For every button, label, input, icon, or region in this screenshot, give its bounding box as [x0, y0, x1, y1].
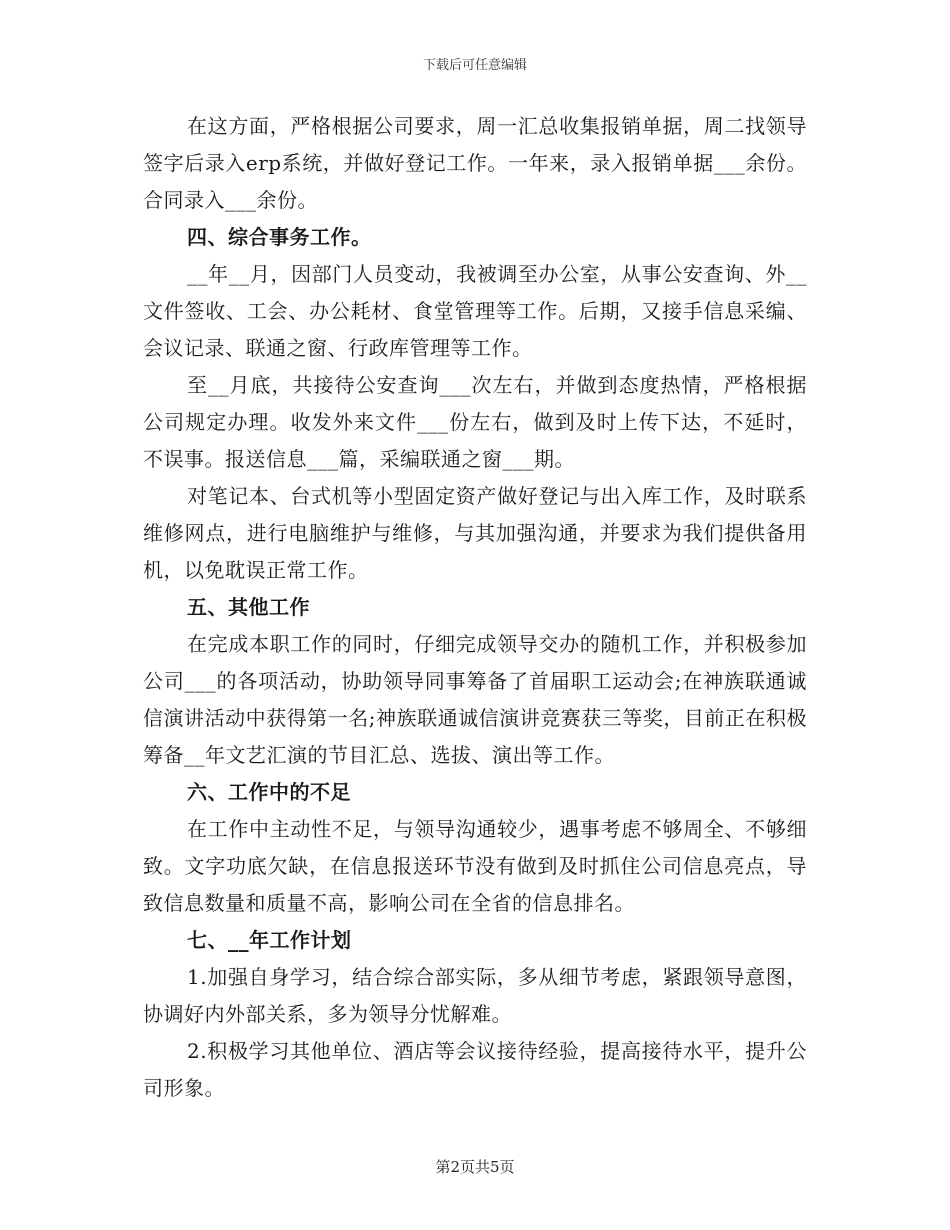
paragraph-activities: 在完成本职工作的同时，仔细完成领导交办的随机工作，并积极参加公司___的各项活动，协助领导同事筹备了首届职工运动会;在神族联通诚信演讲活动中获得第一名;神族联通诚信演讲竞赛获三等奖，目前正在积极筹备__年文艺汇演的节目汇总、选拔、演出等工作。 — [143, 632, 807, 767]
paragraph-plan-item-2: 2.积极学习其他单位、酒店等会议接待经验，提高接待水平，提升公司形象。 — [143, 1039, 807, 1100]
section-heading-shortcomings: 六、工作中的不足 — [187, 780, 351, 804]
paragraph-reimbursement: 在这方面，严格根据公司要求，周一汇总收集报销单据，周二找领导签字后录入erp系统，并做好登记工作。一年来，录入报销单据___余份。合同录入___余份。 — [143, 114, 807, 212]
paragraph-statistics: 至__月底，共接待公安查询___次左右，并做到态度热情，严格根据公司规定办理。收发外来文件___份左右，做到及时上传下达，不延时，不误事。报送信息___篇，采编联通之窗___期。 — [143, 373, 807, 471]
page-number: 第2页共5页 — [435, 1158, 515, 1176]
paragraph-shortcomings: 在工作中主动性不足，与领导沟通较少，遇事考虑不够周全、不够细致。文字功底欠缺，在信息报送环节没有做到及时抓住公司信息亮点，导致信息数量和质量不高，影响公司在全省的信息排名。 — [143, 817, 807, 915]
paragraph-plan-item-1: 1.加强自身学习，结合综合部实际，多从细节考虑，紧跟领导意图，协调好内外部关系，多为领导分忧解难。 — [143, 965, 807, 1026]
page-header: 下载后可任意编辑 — [422, 58, 527, 73]
document-body — [143, 108, 807, 1107]
section-heading-other-work: 五、其他工作 — [187, 595, 310, 619]
section-heading-work-plan: 七、__年工作计划 — [187, 928, 352, 952]
section-heading-general-affairs: 四、综合事务工作。 — [187, 225, 372, 249]
paragraph-assets: 对笔记本、台式机等小型固定资产做好登记与出入库工作，及时联系维修网点，进行电脑维护与维修，与其加强沟通，并要求为我们提供备用机，以免耽误正常工作。 — [143, 484, 807, 582]
paragraph-transfer: __年__月，因部门人员变动，我被调至办公室，从事公安查询、外__文件签收、工会、办公耗材、食堂管理等工作。后期，又接手信息采编、会议记录、联通之窗、行政库管理等工作。 — [143, 262, 807, 360]
